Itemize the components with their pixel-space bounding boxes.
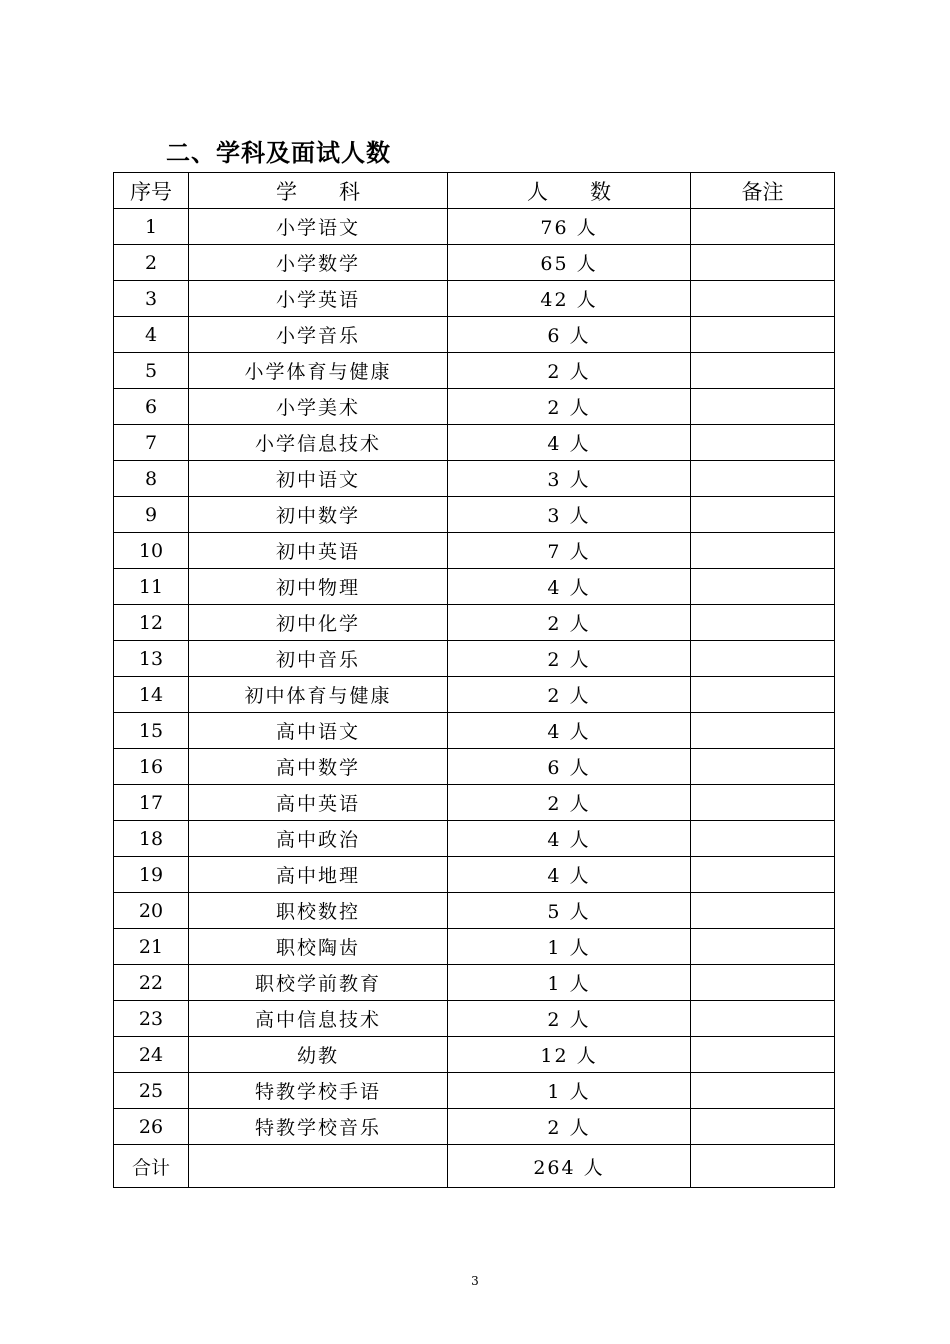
cell-remark [691, 821, 835, 857]
cell-remark [691, 461, 835, 497]
cell-subject: 特教学校手语 [189, 1073, 448, 1109]
cell-index: 8 [114, 461, 189, 497]
cell-remark [691, 857, 835, 893]
cell-remark [691, 1001, 835, 1037]
table-row [114, 425, 835, 461]
cell-index: 25 [114, 1073, 189, 1109]
cell-subject: 小学音乐 [189, 317, 448, 353]
cell-index: 12 [114, 605, 189, 641]
cell-count: 12 人 [448, 1037, 691, 1073]
cell-index: 19 [114, 857, 189, 893]
cell-count: 3 人 [448, 461, 691, 497]
table-row [114, 281, 835, 317]
cell-subject: 幼教 [189, 1037, 448, 1073]
header-index: 序号 [114, 173, 189, 209]
cell-count: 2 人 [448, 641, 691, 677]
table-row [114, 677, 835, 713]
cell-count: 4 人 [448, 713, 691, 749]
cell-subject: 小学美术 [189, 389, 448, 425]
cell-count: 2 人 [448, 389, 691, 425]
cell-index: 14 [114, 677, 189, 713]
cell-remark [691, 209, 835, 245]
cell-subject: 高中英语 [189, 785, 448, 821]
cell-subject: 初中英语 [189, 533, 448, 569]
cell-subject: 小学信息技术 [189, 425, 448, 461]
cell-subject: 初中化学 [189, 605, 448, 641]
table-row [114, 497, 835, 533]
cell-count: 2 人 [448, 605, 691, 641]
table-body [114, 209, 835, 1145]
cell-remark [691, 785, 835, 821]
table-row [114, 965, 835, 1001]
cell-index: 3 [114, 281, 189, 317]
table-row [114, 353, 835, 389]
header-subject: 学 科 [189, 173, 448, 209]
cell-remark [691, 317, 835, 353]
total-count: 264 人 [448, 1145, 691, 1188]
total-subject-cell [189, 1145, 448, 1188]
table-row [114, 317, 835, 353]
cell-count: 2 人 [448, 677, 691, 713]
cell-index: 15 [114, 713, 189, 749]
cell-count: 4 人 [448, 569, 691, 605]
total-remark-cell [691, 1145, 835, 1188]
cell-remark [691, 713, 835, 749]
cell-index: 5 [114, 353, 189, 389]
cell-index: 16 [114, 749, 189, 785]
cell-remark [691, 677, 835, 713]
table-row [114, 1037, 835, 1073]
cell-count: 1 人 [448, 965, 691, 1001]
table-row [114, 785, 835, 821]
cell-subject: 高中数学 [189, 749, 448, 785]
cell-count: 42 人 [448, 281, 691, 317]
table-row [114, 605, 835, 641]
cell-remark [691, 929, 835, 965]
table-row [114, 245, 835, 281]
table-header-row [114, 173, 835, 209]
cell-count: 1 人 [448, 1073, 691, 1109]
cell-count: 6 人 [448, 317, 691, 353]
table-row [114, 821, 835, 857]
cell-count: 6 人 [448, 749, 691, 785]
cell-remark [691, 1109, 835, 1145]
cell-count: 1 人 [448, 929, 691, 965]
cell-subject: 职校学前教育 [189, 965, 448, 1001]
header-count: 人 数 [448, 173, 691, 209]
total-row [114, 1145, 835, 1188]
table-row [114, 857, 835, 893]
table-row [114, 641, 835, 677]
table-row [114, 749, 835, 785]
table-row [114, 209, 835, 245]
cell-subject: 小学英语 [189, 281, 448, 317]
cell-index: 20 [114, 893, 189, 929]
cell-subject: 初中数学 [189, 497, 448, 533]
header-remark: 备注 [691, 173, 835, 209]
cell-index: 21 [114, 929, 189, 965]
cell-count: 5 人 [448, 893, 691, 929]
page-number: 3 [471, 1274, 479, 1288]
cell-remark [691, 605, 835, 641]
table-row [114, 1073, 835, 1109]
table-row [114, 1001, 835, 1037]
cell-index: 1 [114, 209, 189, 245]
cell-subject: 职校陶齿 [189, 929, 448, 965]
cell-subject: 初中体育与健康 [189, 677, 448, 713]
cell-count: 2 人 [448, 1001, 691, 1037]
table-row [114, 713, 835, 749]
cell-count: 65 人 [448, 245, 691, 281]
cell-remark [691, 353, 835, 389]
table-row [114, 893, 835, 929]
table-row [114, 389, 835, 425]
cell-remark [691, 1037, 835, 1073]
table-row [114, 569, 835, 605]
cell-remark [691, 281, 835, 317]
cell-count: 4 人 [448, 857, 691, 893]
cell-remark [691, 641, 835, 677]
cell-count: 4 人 [448, 425, 691, 461]
cell-index: 24 [114, 1037, 189, 1073]
cell-remark [691, 893, 835, 929]
total-label: 合计 [114, 1145, 189, 1188]
cell-count: 2 人 [448, 785, 691, 821]
cell-index: 4 [114, 317, 189, 353]
cell-remark [691, 245, 835, 281]
cell-index: 26 [114, 1109, 189, 1145]
cell-remark [691, 1073, 835, 1109]
cell-index: 10 [114, 533, 189, 569]
cell-remark [691, 389, 835, 425]
cell-remark [691, 965, 835, 1001]
cell-subject: 小学数学 [189, 245, 448, 281]
cell-index: 17 [114, 785, 189, 821]
cell-subject: 高中地理 [189, 857, 448, 893]
subjects-table [113, 172, 835, 1188]
cell-index: 9 [114, 497, 189, 533]
table-row [114, 929, 835, 965]
cell-count: 7 人 [448, 533, 691, 569]
cell-subject: 初中语文 [189, 461, 448, 497]
cell-count: 4 人 [448, 821, 691, 857]
cell-index: 11 [114, 569, 189, 605]
cell-remark [691, 569, 835, 605]
section-heading: 二、学科及面试人数 [166, 139, 391, 167]
cell-index: 2 [114, 245, 189, 281]
cell-index: 23 [114, 1001, 189, 1037]
cell-subject: 初中音乐 [189, 641, 448, 677]
cell-index: 13 [114, 641, 189, 677]
cell-count: 3 人 [448, 497, 691, 533]
cell-index: 22 [114, 965, 189, 1001]
cell-subject: 初中物理 [189, 569, 448, 605]
cell-subject: 小学体育与健康 [189, 353, 448, 389]
cell-count: 2 人 [448, 353, 691, 389]
table-row [114, 461, 835, 497]
cell-remark [691, 533, 835, 569]
cell-remark [691, 497, 835, 533]
cell-index: 18 [114, 821, 189, 857]
cell-remark [691, 749, 835, 785]
cell-subject: 小学语文 [189, 209, 448, 245]
cell-subject: 高中信息技术 [189, 1001, 448, 1037]
table-row [114, 533, 835, 569]
cell-index: 7 [114, 425, 189, 461]
cell-subject: 职校数控 [189, 893, 448, 929]
cell-subject: 高中语文 [189, 713, 448, 749]
table-row [114, 1109, 835, 1145]
cell-subject: 特教学校音乐 [189, 1109, 448, 1145]
cell-subject: 高中政治 [189, 821, 448, 857]
cell-count: 2 人 [448, 1109, 691, 1145]
cell-index: 6 [114, 389, 189, 425]
cell-count: 76 人 [448, 209, 691, 245]
cell-remark [691, 425, 835, 461]
